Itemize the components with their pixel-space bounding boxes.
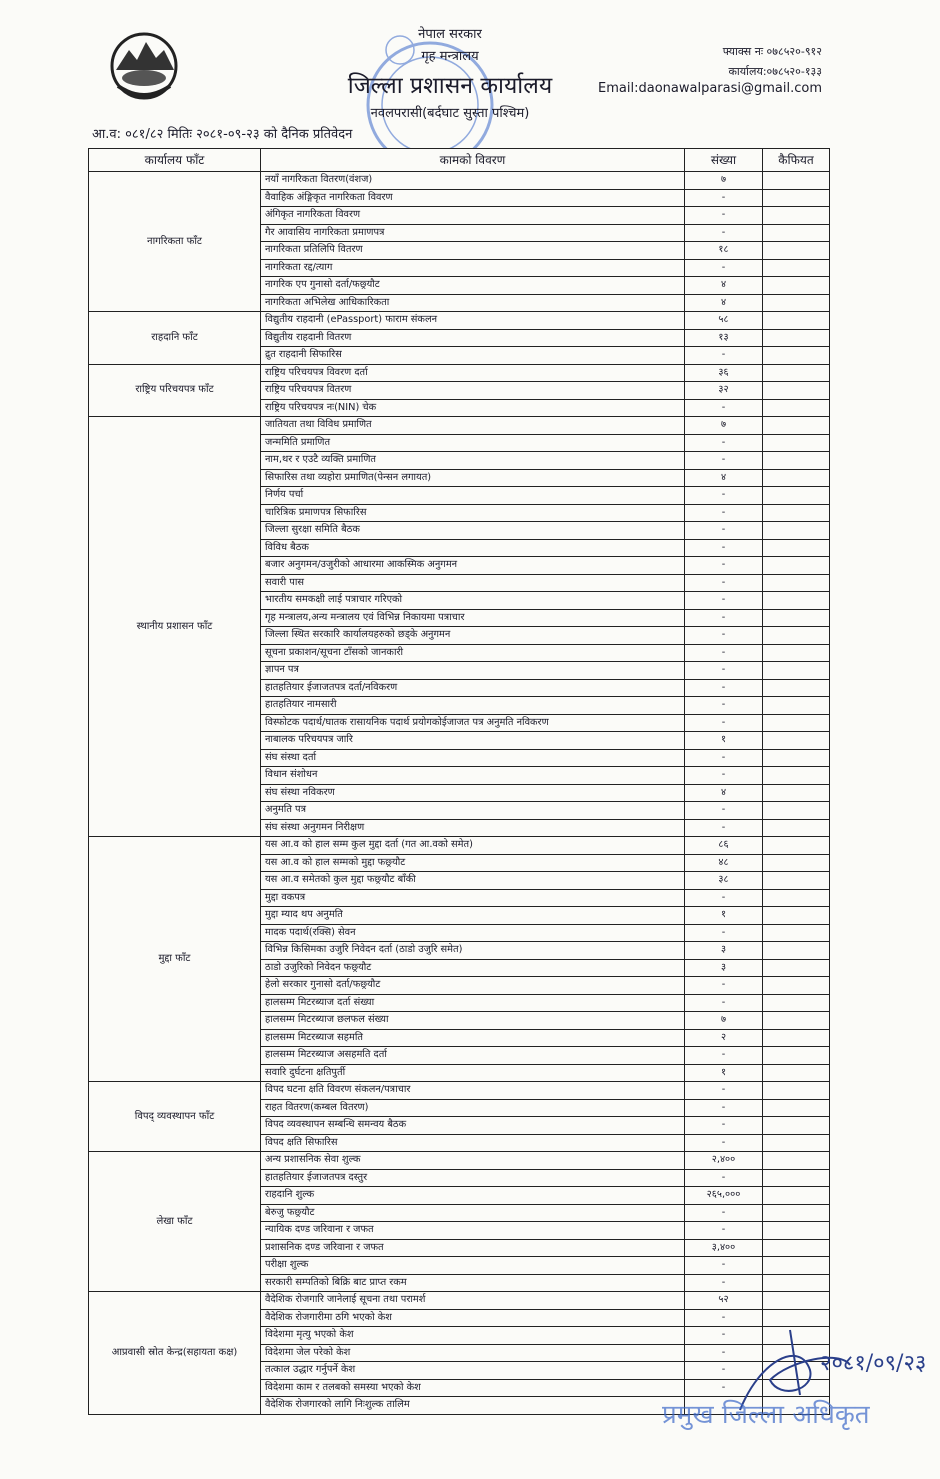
remarks-cell: [763, 767, 830, 785]
count-cell: -: [685, 592, 763, 610]
count-cell: -: [685, 1379, 763, 1397]
count-cell: -: [685, 434, 763, 452]
remarks-cell: [763, 837, 830, 855]
work-item-cell: हालसम्म मिटरब्याज दर्ता संख्या: [261, 994, 685, 1012]
remarks-cell: [763, 592, 830, 610]
section-name-cell: राहदानि फाँट: [89, 312, 261, 365]
remarks-cell: [763, 749, 830, 767]
work-item-cell: राहदानि शुल्क: [261, 1187, 685, 1205]
remarks-cell: [763, 312, 830, 330]
section-name-cell: नागरिकता फाँट: [89, 172, 261, 312]
table-row: [89, 364, 830, 382]
count-cell: -: [685, 1099, 763, 1117]
section-name-cell: लेखा फाँट: [89, 1152, 261, 1292]
work-item-cell: यस आ.व समेतको कुल मुद्दा फछ्र्यौट बाँकी: [261, 872, 685, 890]
work-item-cell: द्रुत राहदानी सिफारिस: [261, 347, 685, 365]
work-item-cell: तत्काल उद्धार गर्नुपर्ने केश: [261, 1362, 685, 1380]
work-item-cell: विद्युतीय राहदानी वितरण: [261, 329, 685, 347]
count-cell: -: [685, 662, 763, 680]
count-cell: -: [685, 679, 763, 697]
remarks-cell: [763, 1222, 830, 1240]
nepal-emblem-logo: [104, 30, 184, 102]
count-cell: -: [685, 1344, 763, 1362]
remarks-cell: [763, 574, 830, 592]
count-cell: -: [685, 539, 763, 557]
work-item-cell: नयाँ नागरिकता वितरण(वंशज): [261, 172, 685, 190]
col-section-header: कार्यालय फाँट: [89, 149, 261, 172]
work-item-cell: परीक्षा शुल्क: [261, 1257, 685, 1275]
work-item-cell: विभिन्न किसिमका उजुरि निवेदन दर्ता (ठाडो उजुरि समेत): [261, 942, 685, 960]
count-cell: ५८: [685, 312, 763, 330]
count-cell: -: [685, 522, 763, 540]
work-item-cell: राष्ट्रिय परिचयपत्र विवरण दर्ता: [261, 364, 685, 382]
remarks-cell: [763, 487, 830, 505]
count-cell: १: [685, 732, 763, 750]
work-item-cell: गैर आवासिय नागरिकता प्रमाणपत्र: [261, 224, 685, 242]
remarks-cell: [763, 1134, 830, 1152]
remarks-cell: [763, 1239, 830, 1257]
work-item-cell: वैवाहिक अंङ्गिकृत नागरिकता विवरण: [261, 189, 685, 207]
count-cell: ३: [685, 942, 763, 960]
remarks-cell: [763, 207, 830, 225]
remarks-cell: [763, 557, 830, 575]
work-item-cell: विपद घटना क्षति विवरण संकलन/पत्राचार: [261, 1082, 685, 1100]
count-cell: -: [685, 189, 763, 207]
section-name-cell: मुद्दा फाँट: [89, 837, 261, 1082]
count-cell: ७: [685, 417, 763, 435]
signature-title-stamp: प्रमुख जिल्ला अधिकृत: [662, 1400, 870, 1430]
work-item-cell: प्रशासनिक दण्ड जरिवाना र जफत: [261, 1239, 685, 1257]
office-phone: कार्यालय:०७८५२०-१३३: [728, 65, 822, 78]
remarks-cell: [763, 452, 830, 470]
table-row: [89, 1082, 830, 1100]
remarks-cell: [763, 907, 830, 925]
work-item-cell: गृह मन्त्रालय,अन्य मन्त्रालय एवं विभिन्न निकायमा पत्राचार: [261, 609, 685, 627]
count-cell: -: [685, 1047, 763, 1065]
work-item-cell: जिल्ला सुरक्षा समिति बैठक: [261, 522, 685, 540]
remarks-cell: [763, 1274, 830, 1292]
remarks-cell: [763, 469, 830, 487]
section-name-cell: स्थानीय प्रशासन फाँट: [89, 417, 261, 837]
work-item-cell: विधान संशोधन: [261, 767, 685, 785]
remarks-cell: [763, 172, 830, 190]
work-item-cell: जन्ममिति प्रमाणित: [261, 434, 685, 452]
count-cell: -: [685, 1274, 763, 1292]
work-item-cell: मुद्दा वकपत्र: [261, 889, 685, 907]
remarks-cell: [763, 924, 830, 942]
work-item-cell: संघ संस्था दर्ता: [261, 749, 685, 767]
work-item-cell: नाम,थर र एउटै व्यक्ति प्रमाणित: [261, 452, 685, 470]
count-cell: ४: [685, 469, 763, 487]
remarks-cell: [763, 382, 830, 400]
work-item-cell: सिफारिस तथा व्यहोरा प्रमाणित(पेन्सन लगायत): [261, 469, 685, 487]
count-cell: -: [685, 259, 763, 277]
remarks-cell: [763, 539, 830, 557]
table-row: [89, 837, 830, 855]
count-cell: ३८: [685, 872, 763, 890]
work-item-cell: विस्फोटक पदार्थ/घातक रासायनिक पदार्थ प्रयोगकोईजाजत पत्र अनुमति नविकरण: [261, 714, 685, 732]
work-item-cell: जातियता तथा विविध प्रमाणित: [261, 417, 685, 435]
count-cell: ५२: [685, 1292, 763, 1310]
remarks-cell: [763, 994, 830, 1012]
count-cell: -: [685, 819, 763, 837]
count-cell: -: [685, 574, 763, 592]
remarks-cell: [763, 522, 830, 540]
count-cell: ३६: [685, 364, 763, 382]
work-item-cell: निर्णय पर्चा: [261, 487, 685, 505]
daily-report-table: [88, 148, 830, 1415]
work-item-cell: अंगिकृत नागरिकता विवरण: [261, 207, 685, 225]
count-cell: १: [685, 1064, 763, 1082]
work-item-cell: ठाडो उजुरिको निवेदन फछ्र्यौट: [261, 959, 685, 977]
work-item-cell: हातहतियार ईजाजतपत्र दर्ता/नविकरण: [261, 679, 685, 697]
count-cell: -: [685, 994, 763, 1012]
work-item-cell: हातहतियार ईजाजतपत्र दस्तुर: [261, 1169, 685, 1187]
work-item-cell: वैदेशिक रोजगारको लागि निःशुल्क तालिम: [261, 1397, 685, 1415]
count-cell: -: [685, 802, 763, 820]
remarks-cell: [763, 347, 830, 365]
work-item-cell: जिल्ला स्थित सरकारि कार्यालयहरुको छड्के अनुगमन: [261, 627, 685, 645]
count-cell: -: [685, 557, 763, 575]
work-item-cell: संघ संस्था अनुगमन निरीक्षण: [261, 819, 685, 837]
work-item-cell: विपद क्षति सिफारिस: [261, 1134, 685, 1152]
office-heading: जिल्ला प्रशासन कार्यालय: [347, 73, 553, 99]
remarks-cell: [763, 1204, 830, 1222]
count-cell: १३: [685, 329, 763, 347]
work-item-cell: संघ संस्था नविकरण: [261, 784, 685, 802]
count-cell: ३,४००: [685, 1239, 763, 1257]
count-cell: २,४००: [685, 1152, 763, 1170]
work-item-cell: यस आ.व को हाल सम्मको मुद्दा फछ्र्यौट: [261, 854, 685, 872]
remarks-cell: [763, 1029, 830, 1047]
work-item-cell: विदेशमा काम र तलबको समस्या भएको केश: [261, 1379, 685, 1397]
remarks-cell: [763, 242, 830, 260]
section-name-cell: आप्रवासी स्रोत केन्द्र(सहायता कक्ष): [89, 1292, 261, 1415]
work-item-cell: विविध बैठक: [261, 539, 685, 557]
remarks-cell: [763, 609, 830, 627]
count-cell: ४: [685, 294, 763, 312]
remarks-cell: [763, 399, 830, 417]
count-cell: -: [685, 1362, 763, 1380]
work-item-cell: वैदेशिक रोजगारि जानेलाई सूचना तथा परामर्श: [261, 1292, 685, 1310]
count-cell: ७: [685, 172, 763, 190]
count-cell: -: [685, 889, 763, 907]
remarks-cell: [763, 802, 830, 820]
section-name-cell: राष्ट्रिय परिचयपत्र फाँट: [89, 364, 261, 417]
count-cell: -: [685, 452, 763, 470]
work-item-cell: नागरिकता रद्द/त्याग: [261, 259, 685, 277]
svg-text:२०८१/०९/२३: २०८१/०९/२३: [820, 1351, 927, 1376]
report-reference-line: आ.व: ०८१/८२ मितिः २०८१-०९-२३ को दैनिक प्रतिवेदन: [92, 127, 353, 142]
fax-number: फ्याक्स नः ०७८५२०-९१२: [722, 45, 822, 58]
gov-heading: नेपाल सरकार: [418, 27, 482, 42]
remarks-cell: [763, 697, 830, 715]
work-item-cell: मुद्दा म्याद थप अनुमति: [261, 907, 685, 925]
work-item-cell: विदेशमा जेल परेको केश: [261, 1344, 685, 1362]
count-cell: ४८: [685, 854, 763, 872]
count-cell: -: [685, 749, 763, 767]
work-item-cell: भारतीय समकक्षी लाई पत्राचार गरिएको: [261, 592, 685, 610]
work-item-cell: चारित्रिक प्रमाणपत्र सिफारिस: [261, 504, 685, 522]
remarks-cell: [763, 189, 830, 207]
work-item-cell: अनुमति पत्र: [261, 802, 685, 820]
work-item-cell: हालसम्म मिटरब्याज छलफल संख्या: [261, 1012, 685, 1030]
count-cell: -: [685, 1134, 763, 1152]
work-item-cell: राहत वितरण(कम्बल वितरण): [261, 1099, 685, 1117]
count-cell: ८६: [685, 837, 763, 855]
work-item-cell: नागरिकता प्रतिलिपि वितरण: [261, 242, 685, 260]
remarks-cell: [763, 364, 830, 382]
remarks-cell: [763, 784, 830, 802]
count-cell: -: [685, 1082, 763, 1100]
email-address: Email:daonawalparasi@gmail.com: [598, 81, 822, 96]
work-item-cell: वैदेशिक रोजगारीमा ठगि भएको केश: [261, 1309, 685, 1327]
remarks-cell: [763, 644, 830, 662]
work-item-cell: बेरुजु फछ्र्यौट: [261, 1204, 685, 1222]
remarks-cell: [763, 1117, 830, 1135]
ministry-heading: गृह मन्त्रालय: [421, 49, 479, 64]
remarks-cell: [763, 977, 830, 995]
count-cell: -: [685, 1222, 763, 1240]
count-cell: -: [685, 714, 763, 732]
work-item-cell: राष्ट्रिय परिचयपत्र वितरण: [261, 382, 685, 400]
count-cell: १: [685, 907, 763, 925]
work-item-cell: अन्य प्रशासनिक सेवा शुल्क: [261, 1152, 685, 1170]
count-cell: -: [685, 1327, 763, 1345]
work-item-cell: विपद व्यवस्थापन सम्बन्धि समन्वय बैठक: [261, 1117, 685, 1135]
remarks-cell: [763, 434, 830, 452]
count-cell: -: [685, 644, 763, 662]
remarks-cell: [763, 732, 830, 750]
count-cell: -: [685, 1204, 763, 1222]
remarks-cell: [763, 1187, 830, 1205]
table-header-row: [89, 149, 830, 172]
count-cell: ४: [685, 784, 763, 802]
table-row: [89, 1152, 830, 1170]
work-item-cell: विद्युतीय राहदानी (ePassport) फाराम संकलन: [261, 312, 685, 330]
remarks-cell: [763, 942, 830, 960]
work-item-cell: सवारी पास: [261, 574, 685, 592]
count-cell: ४: [685, 277, 763, 295]
remarks-cell: [763, 1257, 830, 1275]
work-item-cell: हालसम्म मिटरब्याज असहमति दर्ता: [261, 1047, 685, 1065]
count-cell: -: [685, 1309, 763, 1327]
count-cell: ३२: [685, 382, 763, 400]
work-item-cell: सूचना प्रकाशन/सूचना टाँसको जानकारी: [261, 644, 685, 662]
work-item-cell: हालसम्म मिटरब्याज सहमति: [261, 1029, 685, 1047]
count-cell: -: [685, 224, 763, 242]
count-cell: १८: [685, 242, 763, 260]
remarks-cell: [763, 1012, 830, 1030]
remarks-cell: [763, 504, 830, 522]
remarks-cell: [763, 294, 830, 312]
remarks-cell: [763, 1064, 830, 1082]
work-item-cell: न्यायिक दण्ड जरिवाना र जफत: [261, 1222, 685, 1240]
remarks-cell: [763, 872, 830, 890]
remarks-cell: [763, 1099, 830, 1117]
work-item-cell: हेलो सरकार गुनासो दर्ता/फछ्र्यौट: [261, 977, 685, 995]
district-heading: नवलपरासी(बर्दघाट सुस्ता पश्चिम): [370, 106, 530, 121]
work-item-cell: बजार अनुगमन/उजुरीको आधारमा आकस्मिक अनुगमन: [261, 557, 685, 575]
section-name-cell: विपद् व्यवस्थापन फाँट: [89, 1082, 261, 1152]
remarks-cell: [763, 889, 830, 907]
count-cell: ७: [685, 1012, 763, 1030]
col-work-header: कामको विवरण: [261, 149, 685, 172]
remarks-cell: [763, 1047, 830, 1065]
count-cell: -: [685, 924, 763, 942]
work-item-cell: सवारि दुर्घटना क्षतिपुर्ती: [261, 1064, 685, 1082]
remarks-cell: [763, 959, 830, 977]
remarks-cell: [763, 1152, 830, 1170]
count-cell: -: [685, 1117, 763, 1135]
work-item-cell: नागरिक एप गुनासो दर्ता/फछ्र्यौट: [261, 277, 685, 295]
remarks-cell: [763, 1169, 830, 1187]
col-count-header: संख्या: [685, 149, 763, 172]
count-cell: ३: [685, 959, 763, 977]
remarks-cell: [763, 1082, 830, 1100]
remarks-cell: [763, 714, 830, 732]
work-item-cell: सरकारी सम्पतिको बिक्रि बाट प्राप्त रकम: [261, 1274, 685, 1292]
col-remarks-header: कैफियत: [763, 149, 830, 172]
remarks-cell: [763, 679, 830, 697]
count-cell: -: [685, 627, 763, 645]
work-item-cell: यस आ.व को हाल सम्म कुल मुद्दा दर्ता (गत आ.वको समेत): [261, 837, 685, 855]
remarks-cell: [763, 329, 830, 347]
remarks-cell: [763, 417, 830, 435]
remarks-cell: [763, 259, 830, 277]
count-cell: -: [685, 977, 763, 995]
work-item-cell: ज्ञापन पत्र: [261, 662, 685, 680]
work-item-cell: नागरिकता अभिलेख आधिकारिकता: [261, 294, 685, 312]
count-cell: -: [685, 697, 763, 715]
work-item-cell: राष्ट्रिय परिचयपत्र नः(NIN) चेक: [261, 399, 685, 417]
work-item-cell: मादक पदार्थ(रक्सि) सेवन: [261, 924, 685, 942]
remarks-cell: [763, 224, 830, 242]
count-cell: -: [685, 767, 763, 785]
work-item-cell: नाबालक परिचयपत्र जारि: [261, 732, 685, 750]
remarks-cell: [763, 627, 830, 645]
count-cell: -: [685, 207, 763, 225]
count-cell: -: [685, 487, 763, 505]
table-row: [89, 312, 830, 330]
count-cell: २: [685, 1029, 763, 1047]
work-item-cell: विदेशमा मृत्यु भएको केश: [261, 1327, 685, 1345]
count-cell: -: [685, 1257, 763, 1275]
remarks-cell: [763, 854, 830, 872]
work-item-cell: हातहतियार नामसारी: [261, 697, 685, 715]
remarks-cell: [763, 819, 830, 837]
count-cell: २६५,०००: [685, 1187, 763, 1205]
count-cell: -: [685, 399, 763, 417]
remarks-cell: [763, 277, 830, 295]
count-cell: -: [685, 504, 763, 522]
count-cell: -: [685, 1169, 763, 1187]
table-row: [89, 417, 830, 435]
count-cell: -: [685, 347, 763, 365]
remarks-cell: [763, 662, 830, 680]
count-cell: -: [685, 609, 763, 627]
table-row: [89, 172, 830, 190]
